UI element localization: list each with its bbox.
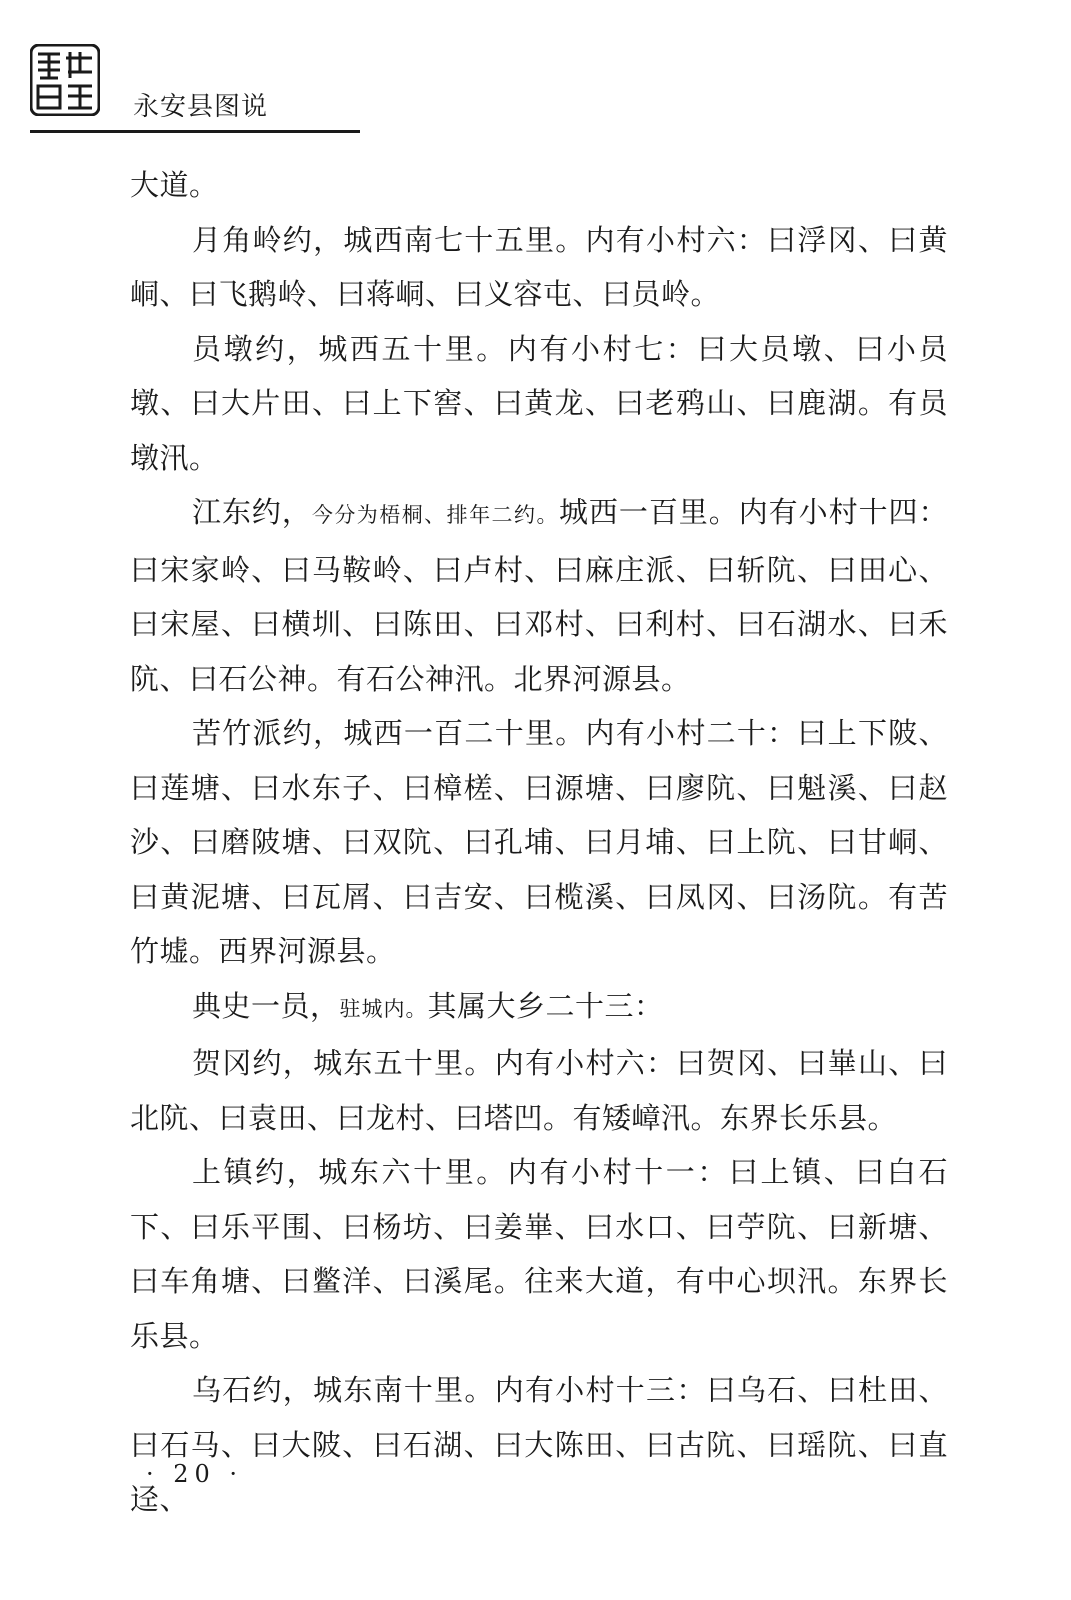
paragraph-text: 典史一员， (192, 988, 340, 1023)
header-divider (30, 130, 360, 133)
paragraph-text: 大道。 (130, 168, 219, 202)
text-paragraph (130, 979, 948, 1037)
annotation-note: 今分为梧桐、排年二约。 (311, 503, 559, 527)
paragraph-text: 苦竹派约，城西一百二十里。内有小村二十：曰上下陂、曰莲塘、曰水东子、曰樟槎、曰源塘、曰廖阬、曰魁溪、曰赵沙、曰磨陂塘、曰双阬、曰孔埔、曰月埔、曰上阬、曰甘峒、曰黄泥塘、曰瓦屑、曰吉安、曰榄溪、曰凤冈、曰汤阬。有苦竹墟。西界河源县。 (130, 716, 948, 968)
paragraph-text: 上镇约，城东六十里。内有小村十一：曰上镇、曰白石下、曰乐平围、曰杨坊、曰姜崋、曰水口、曰苧阬、曰新塘、曰车角塘、曰鳖洋、曰溪尾。往来大道，有中心坝汛。东界长乐县。 (130, 1155, 948, 1353)
text-paragraph (130, 213, 948, 322)
seal-logo (30, 44, 100, 116)
paragraph-text: 月角岭约，城西南七十五里。内有小村六：曰浮冈、曰黄峒、曰飞鹅岭、曰蒋峒、曰义容屯、曰员岭。 (130, 222, 948, 311)
text-paragraph (130, 1145, 948, 1363)
text-paragraph (130, 322, 948, 486)
page-number: · 20 · (146, 1460, 244, 1488)
paragraph-text: 贺冈约，城东五十里。内有小村六：曰贺冈、曰崋山、曰北阬、曰袁田、曰龙村、曰塔凹。有矮嶂汛。东界长乐县。 (130, 1046, 948, 1135)
text-paragraph (130, 1363, 948, 1527)
text-paragraph (130, 706, 948, 979)
paragraph-text: 其属大乡二十三： (427, 988, 664, 1023)
paragraph-text: 乌石约，城东南十里。内有小村十三：曰乌石、曰杜田、曰石马、曰大陂、曰石湖、曰大陈田、曰古阬、曰瑶阬、曰直迳、 (130, 1373, 948, 1516)
text-paragraph (130, 158, 948, 213)
book-title: 永安县图说 (133, 92, 269, 122)
text-paragraph (130, 1036, 948, 1145)
annotation-note: 驻城内。 (339, 996, 428, 1021)
text-paragraph (130, 485, 948, 706)
paragraph-text: 江东约， (192, 495, 312, 529)
page-body (130, 158, 948, 1527)
paragraph-text: 员墩约，城西五十里。内有小村七：曰大员墩、曰小员墩、曰大片田、曰上下窖、曰黄龙、曰老鸦山、曰鹿湖。有员墩汛。 (130, 331, 948, 475)
paragraph-text: 城西一百里。内有小村十四：曰宋家岭、曰马鞍岭、曰卢村、曰麻庄派、曰斩阬、曰田心、曰宋屋、曰横圳、曰陈田、曰邓村、曰利村、曰石湖水、曰禾阬、曰石公神。有石公神汛。北界河源县。 (130, 495, 948, 696)
